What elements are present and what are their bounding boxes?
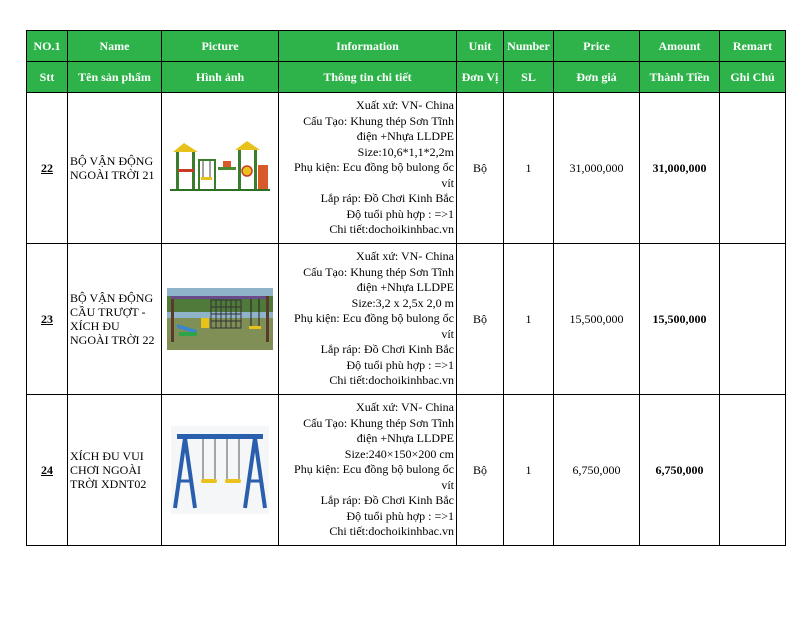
info-material: điện +Nhựa LLDPE bbox=[356, 129, 454, 144]
header-unit-price: Đơn giá bbox=[554, 62, 640, 93]
swing-set-image bbox=[171, 426, 269, 514]
product-name: BỘ VẬN ĐỘNG NGOÀI TRỜI 21 bbox=[68, 93, 162, 244]
info-accessories: Phụ kiện: Ecu đồng bộ bulong ốc bbox=[294, 160, 454, 175]
header-unit: Unit bbox=[457, 31, 504, 62]
info-accessories-cont: vít bbox=[441, 175, 454, 190]
header-product-name: Tên sản phẩm bbox=[68, 62, 162, 93]
header-details: Thông tin chi tiết bbox=[279, 62, 457, 93]
info-age: Độ tuổi phù hợp : =>1 bbox=[346, 508, 454, 523]
product-image-cell bbox=[162, 244, 279, 395]
info-size: Size:10,6*1,1*2,2m bbox=[357, 144, 454, 159]
header-unit-vi: Đơn Vị bbox=[457, 62, 504, 93]
product-unit: Bộ bbox=[457, 244, 504, 395]
info-age: Độ tuổi phù hợp : =>1 bbox=[346, 357, 454, 372]
header-stt: Stt bbox=[27, 62, 68, 93]
product-qty: 1 bbox=[504, 395, 554, 546]
table-row bbox=[27, 93, 786, 244]
table-row bbox=[27, 395, 786, 546]
info-assembly: Lắp ráp: Đồ Chơi Kinh Bắc bbox=[320, 493, 454, 508]
header-row-english bbox=[27, 31, 786, 62]
info-size: Size:240×150×200 cm bbox=[344, 446, 454, 461]
header-information: Information bbox=[279, 31, 457, 62]
info-structure: Cấu Tạo: Khung thép Sơn Tĩnh bbox=[303, 113, 454, 128]
info-origin: Xuất xứ: VN- China bbox=[356, 98, 454, 113]
product-qty: 1 bbox=[504, 244, 554, 395]
product-info bbox=[279, 244, 457, 395]
info-website: Chi tiết:dochoikinhbac.vn bbox=[329, 222, 454, 237]
info-accessories: Phụ kiện: Ecu đồng bộ bulong ốc bbox=[294, 462, 454, 477]
info-material: điện +Nhựa LLDPE bbox=[356, 280, 454, 295]
info-structure: Cấu Tạo: Khung thép Sơn Tĩnh bbox=[303, 415, 454, 430]
table-row bbox=[27, 244, 786, 395]
info-accessories-cont: vít bbox=[441, 326, 454, 341]
playground-set-image bbox=[168, 139, 272, 197]
product-remark bbox=[720, 93, 786, 244]
info-origin: Xuất xứ: VN- China bbox=[356, 400, 454, 415]
product-remark bbox=[720, 395, 786, 546]
info-age: Độ tuổi phù hợp : =>1 bbox=[346, 206, 454, 221]
product-info bbox=[279, 395, 457, 546]
row-number-link[interactable]: 23 bbox=[27, 244, 68, 395]
header-name: Name bbox=[68, 31, 162, 62]
product-info bbox=[279, 93, 457, 244]
product-quote-table bbox=[26, 30, 786, 546]
row-number-link[interactable]: 22 bbox=[27, 93, 68, 244]
product-unit: Bộ bbox=[457, 395, 504, 546]
row-number-link[interactable]: 24 bbox=[27, 395, 68, 546]
info-material: điện +Nhựa LLDPE bbox=[356, 431, 454, 446]
product-amount: 6,750,000 bbox=[640, 395, 720, 546]
header-amount: Amount bbox=[640, 31, 720, 62]
header-note: Ghi Chú bbox=[720, 62, 786, 93]
product-remark bbox=[720, 244, 786, 395]
info-website: Chi tiết:dochoikinhbac.vn bbox=[329, 524, 454, 539]
header-total: Thành Tiền bbox=[640, 62, 720, 93]
header-no: NO.1 bbox=[27, 31, 68, 62]
product-qty: 1 bbox=[504, 93, 554, 244]
info-assembly: Lắp ráp: Đồ Chơi Kinh Bắc bbox=[320, 191, 454, 206]
info-size: Size:3,2 x 2,5x 2,0 m bbox=[351, 295, 454, 310]
header-remark: Remart bbox=[720, 31, 786, 62]
header-number: Number bbox=[504, 31, 554, 62]
info-assembly: Lắp ráp: Đồ Chơi Kinh Bắc bbox=[320, 342, 454, 357]
product-image-cell bbox=[162, 395, 279, 546]
info-structure: Cấu Tạo: Khung thép Sơn Tĩnh bbox=[303, 264, 454, 279]
info-accessories: Phụ kiện: Ecu đồng bộ bulong ốc bbox=[294, 311, 454, 326]
product-price: 31,000,000 bbox=[554, 93, 640, 244]
product-image-cell bbox=[162, 93, 279, 244]
product-amount: 31,000,000 bbox=[640, 93, 720, 244]
header-picture: Picture bbox=[162, 31, 279, 62]
header-qty: SL bbox=[504, 62, 554, 93]
product-name: XÍCH ĐU VUI CHƠI NGOÀI TRỜI XDNT02 bbox=[68, 395, 162, 546]
product-unit: Bộ bbox=[457, 93, 504, 244]
product-name: BỘ VẬN ĐỘNG CẦU TRƯỢT - XÍCH ĐU NGOÀI TRỜI 22 bbox=[68, 244, 162, 395]
header-image: Hình ảnh bbox=[162, 62, 279, 93]
header-price: Price bbox=[554, 31, 640, 62]
info-website: Chi tiết:dochoikinhbac.vn bbox=[329, 373, 454, 388]
product-price: 15,500,000 bbox=[554, 244, 640, 395]
info-accessories-cont: vít bbox=[441, 477, 454, 492]
slide-swing-set-image bbox=[167, 288, 273, 350]
product-amount: 15,500,000 bbox=[640, 244, 720, 395]
product-price: 6,750,000 bbox=[554, 395, 640, 546]
header-row-vietnamese bbox=[27, 62, 786, 93]
info-origin: Xuất xứ: VN- China bbox=[356, 249, 454, 264]
